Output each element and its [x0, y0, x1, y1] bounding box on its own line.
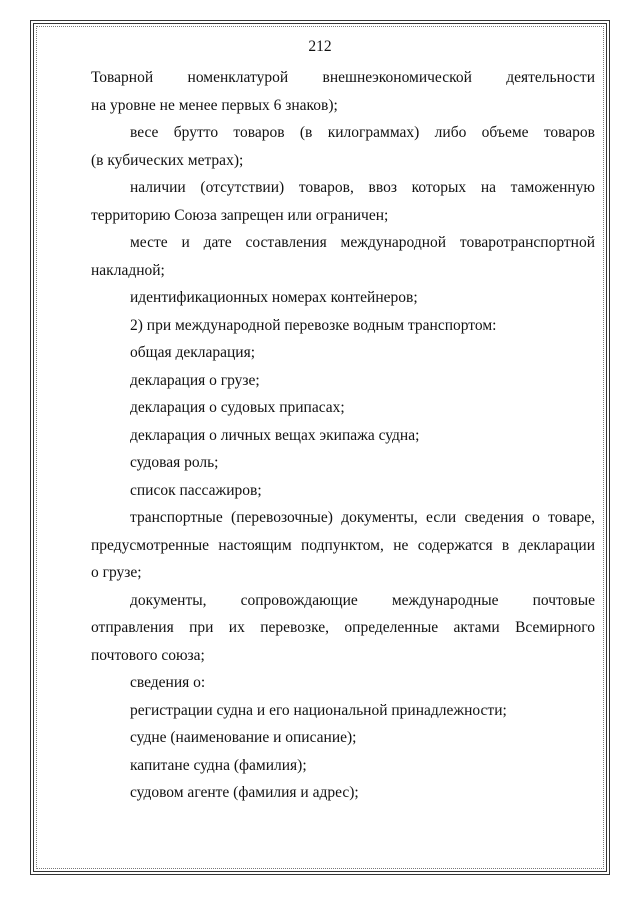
text-line: документы, сопровождающие международные почтовые	[130, 591, 595, 609]
text-line: транспортные (перевозочные) документы, если сведения о товаре,	[130, 509, 595, 526]
text-line: наличии (отсутствии) товаров, ввоз которых на таможенную	[130, 179, 595, 196]
text-line: судне (наименование и описание);	[130, 729, 357, 746]
text-line: предусмотренные настоящим подпунктом, не содержатся в декларации	[91, 536, 595, 554]
document-body	[91, 64, 595, 807]
text-line: сведения о:	[130, 674, 206, 691]
text-line: декларация о судовых припасах;	[130, 399, 345, 416]
text-line: судовая роль;	[130, 454, 219, 471]
text-line: весе брутто товаров (в килограммах) либо объеме товаров	[130, 124, 595, 141]
text-line: список пассажиров;	[130, 481, 262, 499]
text-line: почтового союза;	[91, 646, 205, 664]
text-line: территорию Союза запрещен или ограничен;	[91, 206, 389, 224]
text-line: капитане судна (фамилия);	[130, 756, 307, 774]
text-line: декларация о личных вещах экипажа судна;	[130, 426, 420, 444]
text-line: судовом агенте (фамилия и адрес);	[130, 784, 359, 801]
text-line: 2) при международной перевозке водным транспортом:	[130, 316, 497, 334]
text-line: на уровне не менее первых 6 знаков);	[91, 96, 338, 114]
text-line: Товарной номенклатурой внешнеэкономической деятельности	[91, 69, 595, 86]
text-line: накладной;	[91, 261, 165, 279]
text-line: месте и дате составления международной товаротранспортной	[130, 234, 595, 251]
page-number: 212	[308, 38, 332, 55]
text-line: отправления при их перевозке, определенные актами Всемирного	[91, 619, 595, 636]
text-line: (в кубических метрах);	[91, 151, 244, 169]
text-line: общая декларация;	[130, 344, 256, 361]
text-line: регистрации судна и его национальной принадлежности;	[130, 701, 507, 719]
text-line: о грузе;	[91, 564, 142, 581]
text-line: декларация о грузе;	[130, 371, 260, 389]
text-line: идентификационных номерах контейнеров;	[130, 289, 418, 306]
